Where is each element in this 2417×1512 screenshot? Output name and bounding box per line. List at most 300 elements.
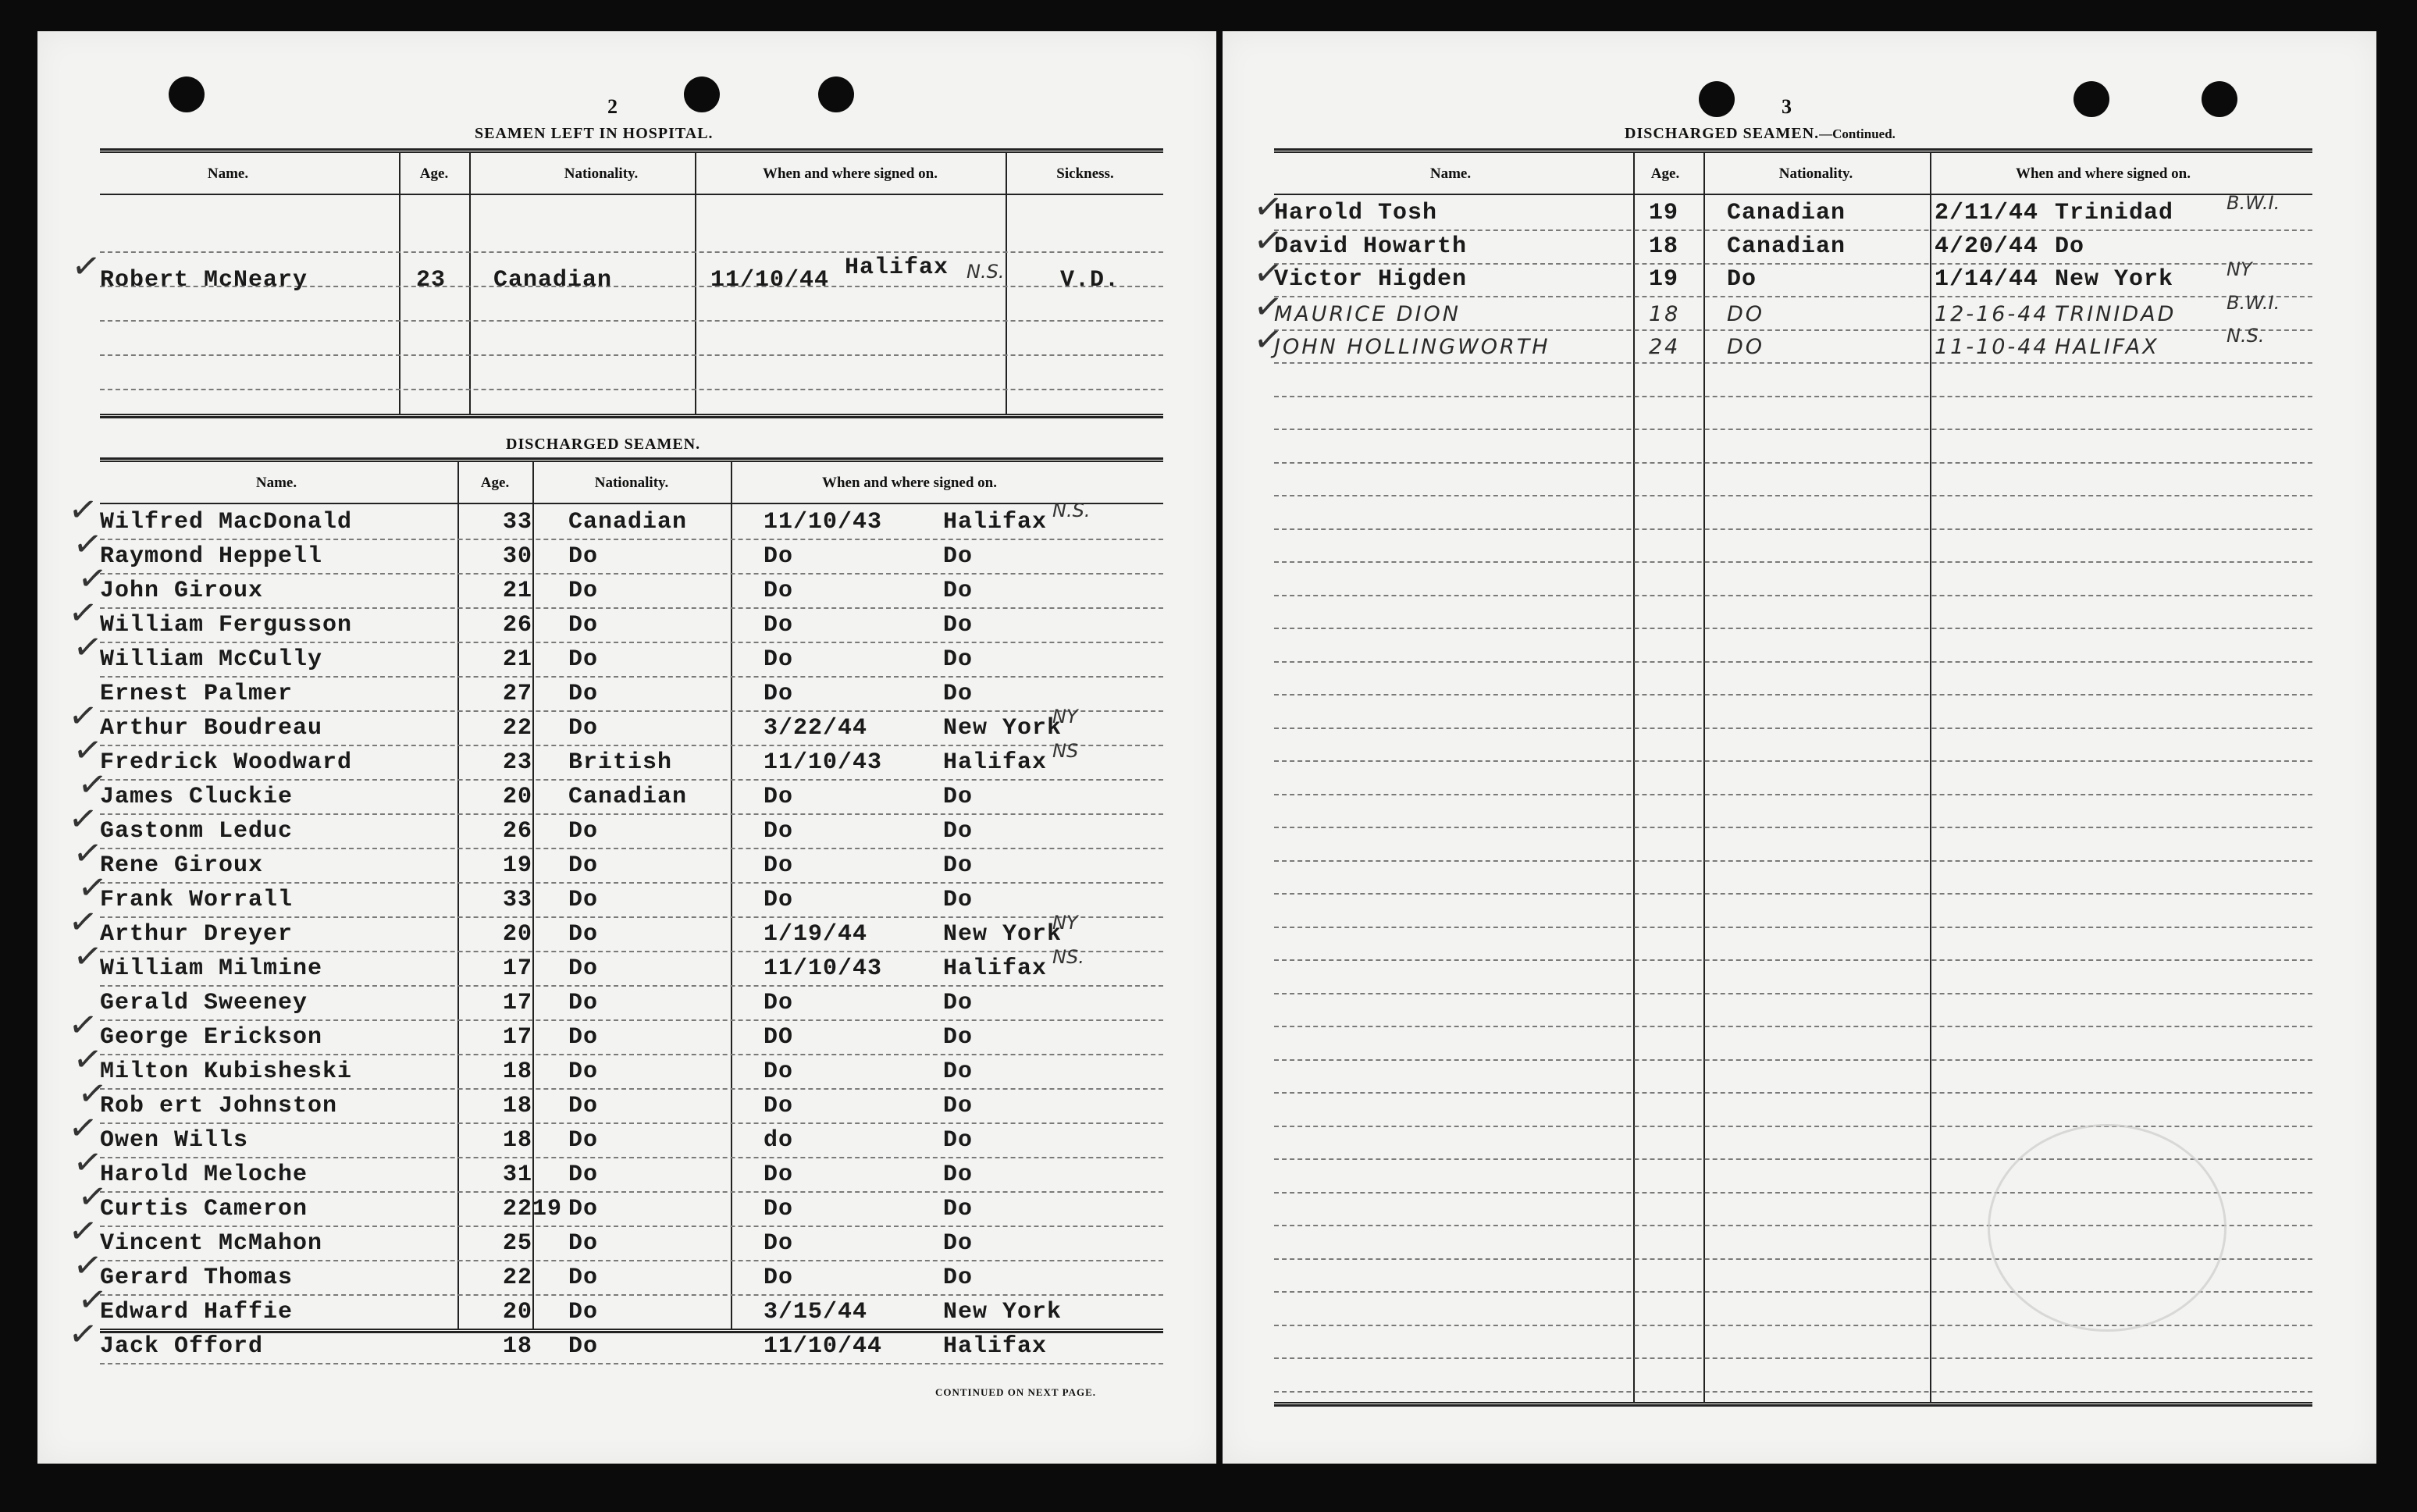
row-line	[100, 1088, 1163, 1090]
cell-place: Do	[943, 1162, 974, 1188]
table-row	[100, 1194, 1163, 1226]
row-line	[100, 985, 1163, 987]
cell-place: Halifax	[943, 1333, 1048, 1360]
row-line	[100, 539, 1163, 540]
cell-date: Do	[764, 990, 794, 1016]
cell-place: Do	[943, 818, 974, 845]
row-line	[100, 1294, 1163, 1296]
table-row	[100, 1332, 1163, 1363]
cell-date: Do	[764, 543, 794, 570]
row-line	[1274, 362, 2312, 364]
handwritten-note: N.S.	[966, 261, 1005, 283]
cell-place: Do	[943, 578, 974, 604]
cell-nationality: DO	[1727, 301, 1765, 326]
cell-age: 30	[503, 543, 533, 570]
cell-name: Curtis Cameron	[100, 1196, 308, 1222]
check-mark-icon: ✓	[75, 557, 110, 601]
check-mark-icon: ✓	[70, 625, 105, 670]
cell-date: 11/10/43	[764, 955, 883, 982]
header-nationality: Nationality.	[594, 475, 669, 491]
cell-place: Halifax	[943, 955, 1048, 982]
check-mark-icon: ✓	[66, 1312, 101, 1357]
cell-name: Gerald Sweeney	[100, 990, 308, 1016]
cell-place: Do	[943, 1230, 974, 1257]
cell-name: John Giroux	[100, 578, 264, 604]
cell-name: Vincent McMahon	[100, 1230, 323, 1257]
header-age: Age.	[480, 475, 510, 491]
cell-age: 18	[1649, 301, 1681, 326]
hospital-row	[69, 244, 1163, 297]
row-line	[1274, 396, 2312, 397]
cell-age: 23	[416, 267, 447, 294]
cell-age: 33	[503, 887, 533, 913]
title-suffix: —Continued.	[1819, 126, 1896, 141]
header-age: Age.	[1650, 165, 1680, 182]
right-page	[1223, 31, 2376, 1464]
check-mark-icon: ✓	[70, 1243, 105, 1288]
check-mark-icon: ✓	[66, 900, 101, 945]
cell-date: Do	[764, 681, 794, 707]
row-line	[1274, 595, 2312, 596]
cell-age: 22	[503, 1265, 533, 1291]
cell-date: 2/11/44	[1935, 200, 2039, 226]
handwritten-note: N.S.	[1052, 500, 1091, 521]
row-line	[100, 1363, 1163, 1364]
header-nationality: Nationality.	[564, 165, 639, 182]
cell-date: 3/22/44	[764, 715, 868, 742]
row-line	[100, 745, 1163, 746]
cell-nationality: Do	[568, 1162, 599, 1188]
cell-date: Do	[764, 646, 794, 673]
table-row	[100, 782, 1163, 813]
cell-date: 11/10/44	[710, 267, 830, 294]
check-mark-icon: ✓	[1251, 285, 1286, 329]
row-line	[100, 779, 1163, 781]
cell-age: 26	[503, 818, 533, 845]
cell-place: Do	[943, 784, 974, 810]
header-nationality: Nationality.	[1778, 165, 1853, 182]
table-header	[100, 148, 1163, 195]
cell-age: 18	[503, 1127, 533, 1154]
cell-age: 17	[503, 1024, 533, 1051]
table-header	[1274, 148, 2312, 195]
cell-place: Do	[943, 1127, 974, 1154]
cell-place: Do	[943, 681, 974, 707]
row-line	[100, 916, 1163, 918]
cell-age: 22	[503, 715, 533, 742]
table-row	[100, 1263, 1163, 1294]
hospital-section-title: SEAMEN LEFT IN HOSPITAL.	[475, 125, 714, 142]
cell-nationality: Do	[568, 646, 599, 673]
punch-hole	[2073, 81, 2109, 117]
cell-place: Halifax	[943, 509, 1048, 535]
row-line	[100, 1226, 1163, 1227]
hospital-table	[69, 148, 1163, 461]
cell-nationality: Do	[568, 887, 599, 913]
table-row	[1251, 251, 2312, 296]
check-mark-icon: ✓	[1251, 318, 1286, 362]
row-line	[1274, 694, 2312, 696]
cell-date: Do	[764, 578, 794, 604]
cell-age: 18	[503, 1333, 533, 1360]
cell-nationality: Canadian	[568, 784, 688, 810]
row-line	[1274, 1325, 2312, 1326]
table-row	[100, 679, 1163, 710]
cell-nationality: Do	[568, 1265, 599, 1291]
cell-name: Rene Giroux	[100, 852, 264, 879]
cell-date: 1/19/44	[764, 921, 868, 948]
header-signed-on: When and where signed on.	[762, 165, 938, 182]
cell-nationality: Do	[568, 543, 599, 570]
cell-nationality: Do	[568, 1196, 599, 1222]
check-mark-icon: ✓	[1251, 219, 1286, 262]
check-mark-icon: ✓	[75, 1072, 110, 1116]
continued-note: CONTINUED ON NEXT PAGE.	[935, 1386, 1096, 1398]
cell-nationality: Do	[568, 612, 599, 639]
cell-place: Do	[943, 612, 974, 639]
handwritten-note: NY	[1052, 706, 1078, 728]
cell-place: Do	[2055, 233, 2085, 260]
cell-sickness: V.D.	[1060, 267, 1120, 294]
cell-place: Do	[943, 1058, 974, 1085]
cell-date: Do	[764, 818, 794, 845]
check-mark-icon: ✓	[1251, 185, 1286, 229]
cell-nationality: Do	[568, 1058, 599, 1085]
cell-name: Jack Offord	[100, 1333, 264, 1360]
punch-hole	[169, 76, 205, 112]
cell-name: Owen Wills	[100, 1127, 249, 1154]
cell-nationality: Do	[568, 990, 599, 1016]
check-mark-icon: ✓	[66, 694, 101, 738]
cell-date: DO	[764, 1024, 794, 1051]
cell-nationality: Do	[568, 955, 599, 982]
cell-name: William Fergusson	[100, 612, 353, 639]
cell-nationality: Do	[568, 1299, 599, 1325]
cell-nationality: Do	[1727, 266, 1757, 293]
cell-age: 24	[1649, 335, 1681, 359]
check-mark-icon: ✓	[75, 763, 110, 807]
row-line	[1274, 462, 2312, 464]
cell-place: Do	[943, 1265, 974, 1291]
cell-date: 11/10/43	[764, 749, 883, 776]
cell-nationality: Do	[568, 818, 599, 845]
header-name: Name.	[207, 165, 249, 182]
cell-place: Do	[943, 887, 974, 913]
cell-place: Trinidad	[2055, 200, 2174, 226]
cell-age: 19	[1649, 266, 1679, 293]
cell-name: Frank Worrall	[100, 887, 294, 913]
cell-age: 20	[503, 1299, 533, 1325]
table-row	[100, 1126, 1163, 1157]
cell-nationality: Do	[568, 1093, 599, 1119]
cell-age: 20	[503, 921, 533, 948]
header-name: Name.	[255, 475, 297, 491]
check-mark-icon: ✓	[70, 934, 105, 979]
cell-name: Harold Tosh	[1274, 200, 1438, 226]
cell-place: TRINIDAD	[2055, 301, 2177, 326]
row-line	[100, 1191, 1163, 1193]
check-mark-icon: ✓	[66, 591, 101, 635]
table-row	[100, 1229, 1163, 1260]
cell-name: George Erickson	[100, 1024, 323, 1051]
cell-date: 11/10/43	[764, 509, 883, 535]
cell-nationality: Canadian	[568, 509, 688, 535]
cell-age: 19	[1649, 200, 1679, 226]
row-line	[1274, 495, 2312, 496]
cell-nationality: Canadian	[1727, 200, 1846, 226]
cell-age: 23	[503, 749, 533, 776]
check-mark-icon: ✓	[70, 522, 105, 567]
left-page	[37, 31, 1216, 1464]
cell-name: JOHN HOLLINGWORTH	[1274, 335, 1550, 359]
header-name: Name.	[1429, 165, 1472, 182]
row-line	[1274, 760, 2312, 762]
cell-name: Milton Kubisheski	[100, 1058, 353, 1085]
cell-nationality: Do	[568, 1127, 599, 1154]
cell-age: 31	[503, 1162, 533, 1188]
check-mark-icon: ✓	[66, 1003, 101, 1048]
cell-place: Do	[943, 1196, 974, 1222]
check-mark-icon: ✓	[66, 488, 101, 532]
row-line	[1274, 561, 2312, 563]
right-section-title	[1625, 125, 1896, 143]
cell-age: 26	[503, 612, 533, 639]
table-row	[100, 1297, 1163, 1329]
cell-nationality: DO	[1727, 335, 1765, 359]
row-line	[1274, 1126, 2312, 1127]
check-mark-icon: ✓	[66, 797, 101, 841]
header-signed-on: When and where signed on.	[2015, 165, 2191, 182]
punch-hole	[1699, 81, 1735, 117]
cell-age: 21	[503, 578, 533, 604]
row-line	[1274, 628, 2312, 629]
cell-age: 33	[503, 509, 533, 535]
cell-place: New York	[943, 715, 1063, 742]
table-row	[100, 645, 1163, 676]
cell-nationality: Do	[568, 578, 599, 604]
row-line	[1274, 993, 2312, 994]
cell-nationality: Do	[568, 921, 599, 948]
handwritten-note: N.S.	[2227, 325, 2265, 347]
cell-nationality: Do	[568, 715, 599, 742]
check-mark-icon: ✓	[75, 1278, 110, 1322]
cell-age: 21	[503, 646, 533, 673]
cell-name: William Milmine	[100, 955, 323, 982]
row-line	[1274, 1391, 2312, 1393]
cell-name: Arthur Dreyer	[100, 921, 294, 948]
row-line	[1274, 794, 2312, 795]
cell-date: Do	[764, 612, 794, 639]
handwritten-note: B.W.I.	[2227, 192, 2280, 214]
table-row	[100, 706, 1163, 745]
handwritten-note: B.W.I.	[2227, 291, 2280, 314]
row-line	[100, 642, 1163, 643]
cell-date: 11/10/44	[764, 1333, 883, 1360]
cell-nationality: Do	[568, 681, 599, 707]
handwritten-note: NY	[1052, 912, 1078, 934]
row-line	[100, 882, 1163, 884]
check-mark-icon: ✓	[1251, 251, 1286, 296]
cell-date: Do	[764, 1093, 794, 1119]
check-mark-icon: ✓	[66, 1106, 101, 1151]
row-line	[100, 573, 1163, 575]
cell-age: 18	[1649, 233, 1679, 260]
cell-date: 11-10-44	[1935, 335, 2049, 359]
cell-date: 12-16-44	[1935, 301, 2049, 326]
cell-name: Arthur Boudreau	[100, 715, 323, 742]
table-row	[100, 816, 1163, 848]
row-line	[100, 848, 1163, 849]
row-line	[1274, 1092, 2312, 1094]
cell-date: Do	[764, 852, 794, 879]
cell-place: New York	[2055, 266, 2174, 293]
row-line	[100, 1260, 1163, 1261]
cell-place: Do	[943, 990, 974, 1016]
header-signed-on: When and where signed on.	[821, 475, 998, 491]
cell-nationality: Canadian	[1727, 233, 1846, 260]
table-row	[100, 946, 1163, 985]
check-mark-icon: ✓	[70, 1037, 105, 1082]
cell-name: Wilfred MacDonald	[100, 509, 353, 535]
cell-nationality: Do	[568, 852, 599, 879]
cell-date: Do	[764, 1196, 794, 1222]
row-line	[1274, 528, 2312, 530]
row-line	[100, 354, 1163, 356]
table-row	[1251, 219, 2312, 263]
table-row	[100, 988, 1163, 1019]
row-line	[1274, 1059, 2312, 1061]
row-line	[100, 710, 1163, 712]
row-line	[100, 251, 1163, 253]
check-mark-icon: ✓	[69, 244, 104, 289]
cell-place: HALIFAX	[2055, 335, 2159, 359]
faded-stamp	[1988, 1124, 2227, 1332]
discharged-section-title: DISCHARGED SEAMEN.	[506, 436, 701, 453]
header-age: Age.	[419, 165, 449, 182]
table-row	[100, 851, 1163, 882]
cell-name: Victor Higden	[1274, 266, 1468, 293]
cell-date: 4/20/44	[1935, 233, 2039, 260]
punch-hole	[818, 76, 854, 112]
table-row	[100, 500, 1163, 539]
cell-place: Do	[943, 852, 974, 879]
row-line	[1274, 959, 2312, 961]
cell-age: 17	[503, 990, 533, 1016]
row-line	[100, 1157, 1163, 1158]
row-line	[1274, 893, 2312, 895]
cell-name: David Howarth	[1274, 233, 1468, 260]
cell-name: Gerard Thomas	[100, 1265, 294, 1291]
row-line	[100, 1054, 1163, 1055]
cell-name: Rob ert Johnston	[100, 1093, 338, 1119]
row-line	[1274, 1357, 2312, 1359]
row-line	[100, 1019, 1163, 1021]
check-mark-icon: ✓	[75, 866, 110, 910]
cell-date: Do	[764, 1265, 794, 1291]
table-row	[100, 542, 1163, 573]
row-line	[1274, 1026, 2312, 1027]
cell-name: Fredrick Woodward	[100, 749, 353, 776]
row-line	[100, 607, 1163, 609]
punch-hole	[684, 76, 720, 112]
cell-date: Do	[764, 887, 794, 913]
row-line	[100, 951, 1163, 952]
cell-place: Halifax	[943, 749, 1048, 776]
cell-place: Do	[943, 1093, 974, 1119]
page-number: 3	[1782, 95, 1792, 118]
table-bottom-rule	[100, 414, 1163, 418]
table-row	[100, 885, 1163, 916]
punch-hole	[2202, 81, 2237, 117]
table-row	[100, 1057, 1163, 1088]
row-line	[100, 1122, 1163, 1124]
cell-date: 3/15/44	[764, 1299, 868, 1325]
check-mark-icon: ✓	[70, 831, 105, 876]
cell-age: 25	[503, 1230, 533, 1257]
cell-age: 17	[503, 955, 533, 982]
table-row	[100, 1091, 1163, 1122]
table-bottom-rule	[1274, 1402, 2312, 1407]
cell-name: Gastonm Leduc	[100, 818, 294, 845]
cell-age: 2219	[503, 1196, 563, 1222]
cell-nationality: Canadian	[493, 267, 613, 294]
cell-place: Do	[943, 646, 974, 673]
cell-date: 1/14/44	[1935, 266, 2039, 293]
row-line	[1274, 860, 2312, 862]
cell-age: 27	[503, 681, 533, 707]
cell-date: Do	[764, 1162, 794, 1188]
table-header	[100, 457, 1163, 504]
row-line	[100, 320, 1163, 322]
table-row	[1251, 318, 2312, 362]
table-row	[100, 912, 1163, 951]
cell-place: New York	[943, 1299, 1063, 1325]
cell-nationality: British	[568, 749, 673, 776]
row-line	[1274, 429, 2312, 430]
row-line	[1274, 661, 2312, 663]
cell-name: Edward Haffie	[100, 1299, 294, 1325]
check-mark-icon: ✓	[70, 1140, 105, 1185]
table-row	[1251, 185, 2312, 229]
check-mark-icon: ✓	[66, 1209, 101, 1254]
handwritten-note: NS.	[1052, 946, 1084, 968]
cell-name: Robert McNeary	[100, 267, 308, 294]
row-line	[1274, 728, 2312, 729]
cell-age: 19	[503, 852, 533, 879]
row-line	[1274, 927, 2312, 928]
cell-name: James Cluckie	[100, 784, 294, 810]
handwritten-note: NY	[2227, 258, 2252, 280]
cell-date: Do	[764, 784, 794, 810]
table-row	[1251, 285, 2312, 329]
cell-nationality: Do	[568, 1230, 599, 1257]
table-row	[100, 576, 1163, 607]
title-main: DISCHARGED SEAMEN.	[1625, 125, 1820, 142]
cell-age: 18	[503, 1093, 533, 1119]
cell-name: MAURICE DION	[1274, 301, 1461, 326]
handwritten-note: NS	[1052, 740, 1079, 762]
check-mark-icon: ✓	[70, 728, 105, 773]
cell-date: Do	[764, 1230, 794, 1257]
row-line	[100, 813, 1163, 815]
page-number: 2	[607, 95, 618, 118]
table-row	[100, 740, 1163, 779]
cell-place: Do	[943, 1024, 974, 1051]
table-row	[100, 1160, 1163, 1191]
cell-nationality: Do	[568, 1333, 599, 1360]
row-line	[100, 676, 1163, 678]
row-line	[100, 389, 1163, 390]
